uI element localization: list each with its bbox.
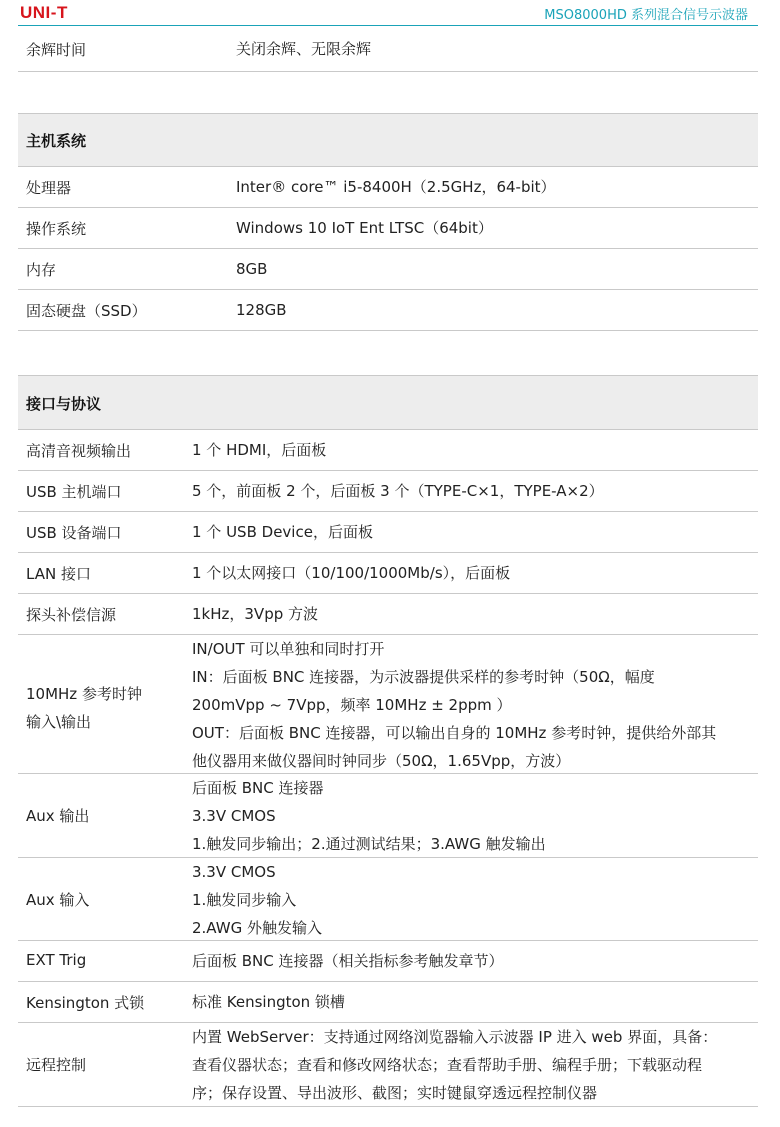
row-label: EXT Trig (26, 951, 87, 969)
row-value (192, 774, 546, 858)
value-line: 3.3V CMOS (192, 863, 276, 881)
row-label: 远程控制 (26, 1056, 87, 1074)
value-line: 序；保存设置、导出波形、截图；实时键鼠穿透远程控制仪器 (192, 1084, 598, 1102)
row-value: 1 个 HDMI，后面板 (192, 441, 327, 459)
value-line: 1.触发同步输入 (192, 891, 297, 909)
row-label: 处理器 (26, 179, 72, 197)
row-value: 128GB (236, 301, 287, 319)
value-line: 查看仪器状态；查看和修改网络状态；查看帮助手册、编程手册；下载驱动程 (192, 1056, 703, 1074)
value-line: IN/OUT 可以单独和同时打开 (192, 640, 385, 658)
table-row-usb-device (18, 512, 758, 553)
row-label: 操作系统 (26, 220, 87, 238)
row-value: 1 个 USB Device，后面板 (192, 523, 373, 541)
row-label: 内存 (26, 261, 57, 279)
row-label: Aux 输入 (26, 891, 90, 909)
value-line: 他仪器用来做仪器间时钟同步（50Ω，1.65Vpp，方波） (192, 752, 571, 770)
table-row-memory (18, 249, 758, 290)
row-label: LAN 接口 (26, 565, 91, 583)
row-label-line: 10MHz 参考时钟 (26, 685, 142, 703)
value-line: 1.触发同步输出；2.通过测试结果；3.AWG 触发输出 (192, 835, 546, 853)
table-row-kensington (18, 982, 758, 1023)
row-label: USB 主机端口 (26, 483, 122, 501)
table-row-ref-clock (18, 635, 758, 774)
value-line: 后面板 BNC 连接器 (192, 779, 324, 797)
table-row-probe-comp (18, 594, 758, 635)
section-title: 接口与协议 (26, 395, 102, 413)
section-header-interfaces (18, 375, 758, 430)
row-value: 1 个以太网接口（10/100/1000Mb/s），后面板 (192, 564, 511, 582)
row-value: Inter® core™ i5-8400H（2.5GHz，64-bit） (236, 178, 556, 196)
row-value: 关闭余辉、无限余辉 (236, 40, 372, 58)
table-row-lan (18, 553, 758, 594)
row-value: 5 个，前面板 2 个，后面板 3 个（TYPE-C×1，TYPE-A×2） (192, 482, 604, 500)
table-row-os (18, 208, 758, 249)
row-label: Aux 输出 (26, 807, 90, 825)
row-label (26, 680, 142, 736)
table-row-aux-out (18, 774, 758, 858)
table-row-processor (18, 167, 758, 208)
table-row-persistence (18, 28, 758, 72)
row-label: USB 设备端口 (26, 524, 122, 542)
table-row-ssd (18, 290, 758, 331)
value-line: 内置 WebServer：支持通过网络浏览器输入示波器 IP 进入 web 界面，具备： (192, 1028, 718, 1046)
row-value: Windows 10 IoT Ent LTSC（64bit） (236, 219, 493, 237)
table-row-ext-trig (18, 941, 758, 982)
row-value: 1kHz，3Vpp 方波 (192, 605, 318, 623)
row-value: 标准 Kensington 锁槽 (192, 993, 345, 1011)
table-row-usb-host (18, 471, 758, 512)
row-value (192, 858, 322, 942)
document-title: MSO8000HD 系列混合信号示波器 (544, 8, 748, 23)
row-label: 高清音视频输出 (26, 442, 132, 460)
row-label-line: 输入\输出 (26, 713, 92, 731)
row-value: 后面板 BNC 连接器（相关指标参考触发章节） (192, 952, 504, 970)
value-line: 200mVpp ~ 7Vpp，频率 10MHz ± 2ppm ） (192, 696, 512, 714)
value-line: IN：后面板 BNC 连接器，为示波器提供采样的参考时钟（50Ω，幅度 (192, 668, 655, 686)
value-line: 2.AWG 外触发输入 (192, 919, 322, 937)
value-line: 3.3V CMOS (192, 807, 276, 825)
table-row-hdmi (18, 430, 758, 471)
table-row-aux-in (18, 858, 758, 941)
table-row-remote-control (18, 1023, 758, 1107)
row-value: 8GB (236, 260, 268, 278)
row-value (192, 1023, 717, 1107)
row-label: 固态硬盘（SSD） (26, 302, 147, 320)
row-value (192, 635, 716, 775)
section-header-host-system (18, 113, 758, 167)
page-header (0, 0, 780, 26)
row-label: 余辉时间 (26, 41, 87, 59)
section-title: 主机系统 (26, 132, 87, 150)
row-label: 探头补偿信源 (26, 606, 117, 624)
brand-logo: UNI-T (20, 3, 68, 22)
header-divider (18, 25, 758, 26)
value-line: OUT：后面板 BNC 连接器，可以输出自身的 10MHz 参考时钟，提供给外部其 (192, 724, 717, 742)
row-label: Kensington 式锁 (26, 994, 145, 1012)
